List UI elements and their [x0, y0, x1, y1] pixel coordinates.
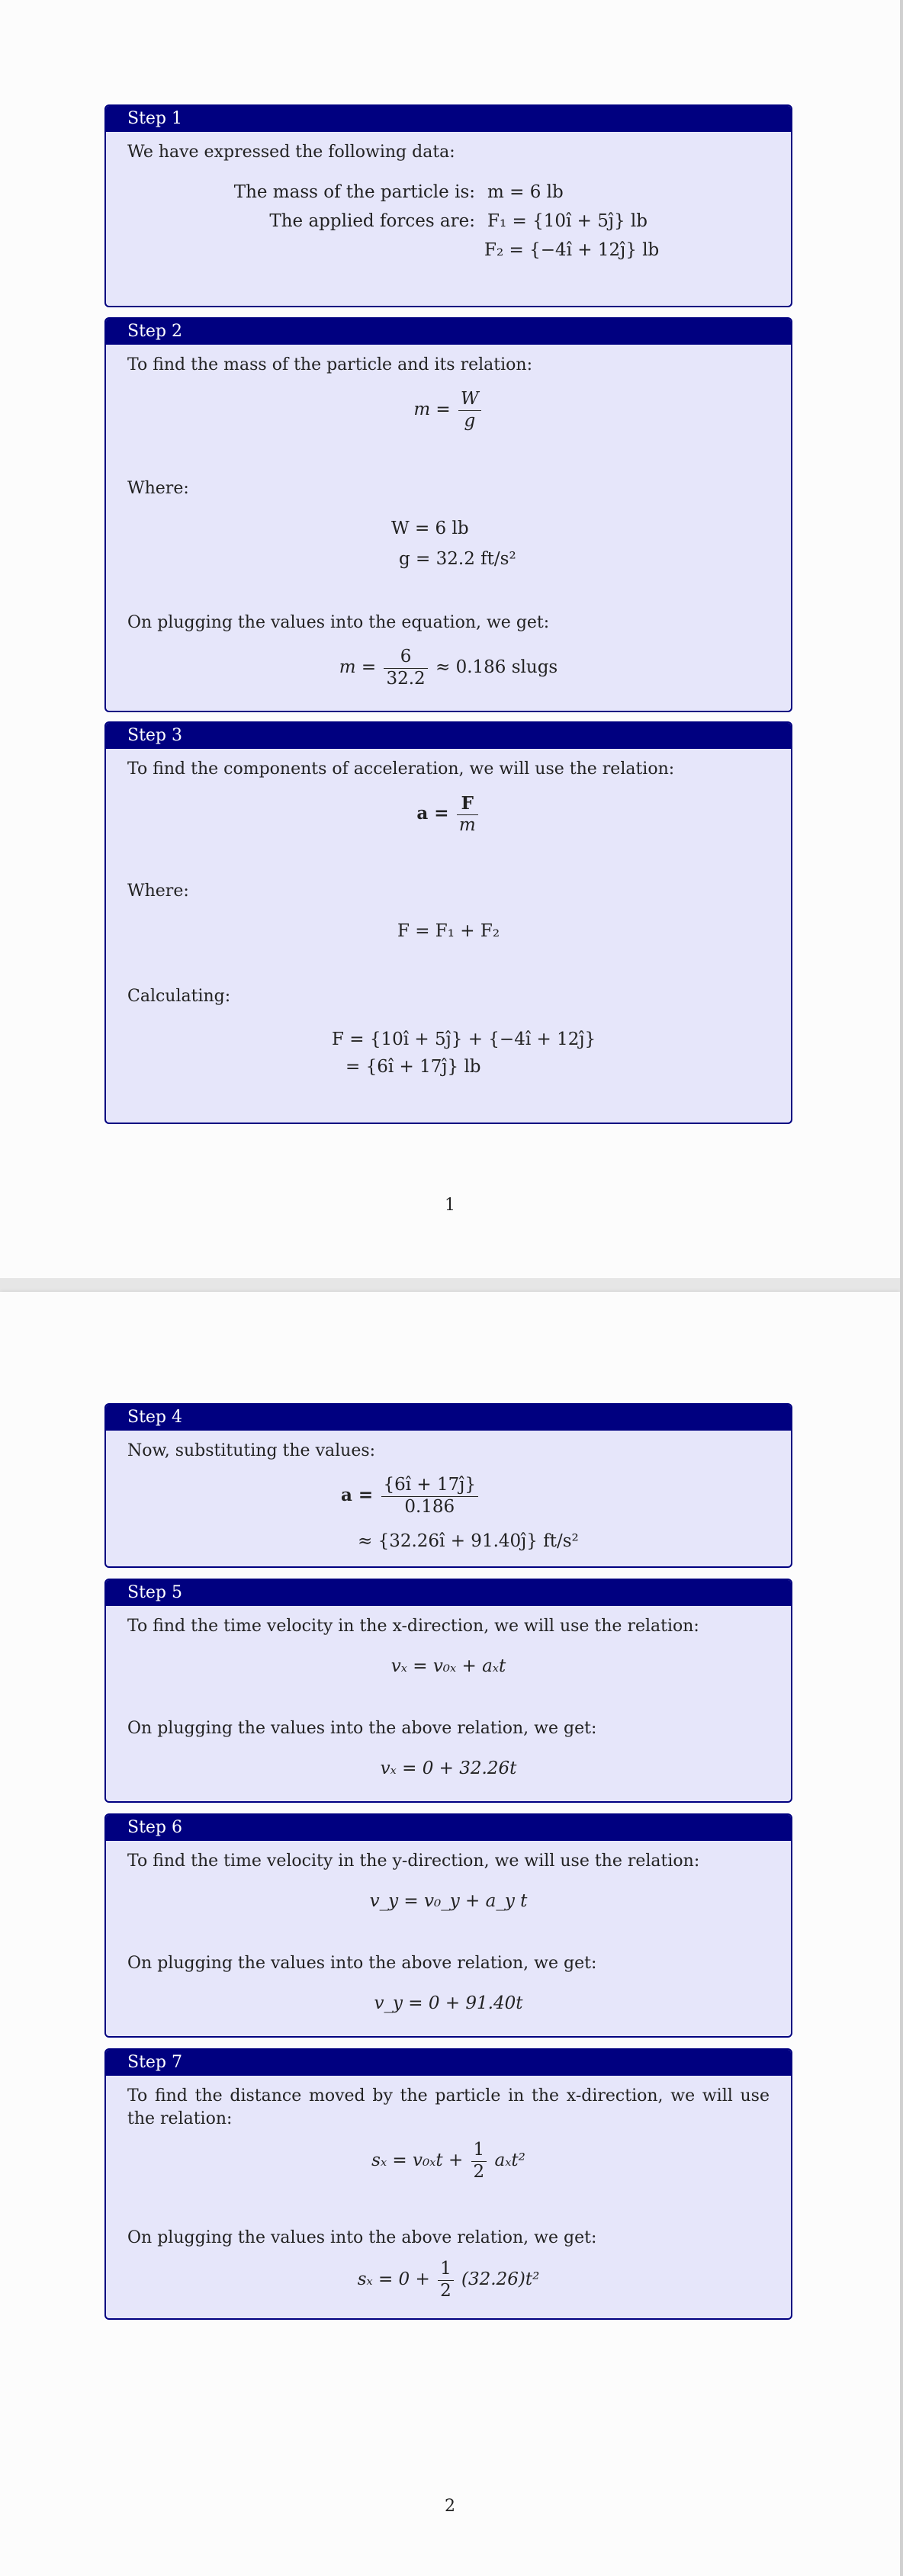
step-3-force-calc-2: = {6î + 17ĵ} lb	[345, 1057, 481, 1077]
step-7-title: Step 7	[106, 2050, 791, 2076]
distance-relation-lhs: sₓ = v₀ₓt +	[371, 2150, 464, 2171]
distance-result-rhs: (32.26)t²	[461, 2269, 540, 2290]
mass-result-fraction	[384, 647, 427, 689]
accel-sub-den: 0.186	[404, 1496, 455, 1517]
distance-result-den: 2	[440, 2280, 452, 2301]
mass-relation-lhs: m =	[413, 400, 451, 420]
step-1-box	[104, 104, 792, 307]
step-4-accel-result: ≈ {32.26î + 91.40ĵ} ft/s²	[358, 1531, 579, 1551]
step-3-title: Step 3	[106, 723, 791, 749]
step-2-title: Step 2	[106, 319, 791, 345]
step-6-intro: To find the time velocity in the y-direction, we will use the relation:	[127, 1852, 700, 1871]
step-2-mass-result	[106, 647, 791, 689]
step-3-intro: To find the components of acceleration, we will use the relation:	[127, 760, 675, 779]
step-5-plug-text: On plugging the values into the above relation, we get:	[127, 1719, 597, 1738]
step-7-box	[104, 2048, 792, 2320]
step-1-mass-eq: m = 6 lb	[487, 182, 564, 202]
step-2-where: Where:	[127, 479, 189, 498]
step-3-accel-relation	[106, 793, 791, 836]
step-4-box	[104, 1403, 792, 1568]
mass-result-lhs: m =	[339, 657, 377, 678]
step-5-title: Step 5	[106, 1580, 791, 1606]
step-1-intro: We have expressed the following data:	[127, 143, 455, 162]
accel-relation-fraction	[457, 793, 478, 836]
mass-result-num: 6	[384, 647, 427, 669]
step-6-result: v_y = 0 + 91.40t	[374, 1993, 523, 2013]
step-7-plug-text: On plugging the values into the above relation, we get:	[127, 2228, 597, 2247]
page-number: 2	[445, 2497, 455, 2516]
distance-relation-num: 1	[471, 2140, 487, 2162]
step-1-title: Step 1	[106, 106, 791, 132]
accel-sub-num: {6î + 17ĵ}	[381, 1475, 479, 1497]
step-3-box	[104, 721, 792, 1124]
distance-result-fraction	[438, 2259, 454, 2301]
accel-sub-fraction	[381, 1475, 479, 1518]
step-2-plug-text: On plugging the values into the equation, we get:	[127, 613, 550, 632]
step-1-f1-eq: F₁ = {10î + 5ĵ} lb	[487, 211, 648, 231]
step-7-relation	[106, 2140, 791, 2183]
step-2-gravity-eq: g = 32.2 ft/s²	[399, 549, 516, 569]
step-2-weight-eq: W = 6 lb	[391, 519, 469, 538]
step-4-intro: Now, substituting the values:	[127, 1441, 376, 1460]
step-5-intro: To find the time velocity in the x-direction, we will use the relation:	[127, 1617, 699, 1636]
step-6-box	[104, 1813, 792, 2038]
step-4-accel-sub	[341, 1475, 480, 1518]
step-6-relation: v_y = v₀_y + a_y t	[369, 1891, 528, 1911]
step-3-force-calc-1: F = {10î + 5ĵ} + {−4î + 12ĵ}	[332, 1029, 596, 1049]
page-gap	[0, 1278, 903, 1292]
step-5-result: vₓ = 0 + 32.26t	[380, 1759, 517, 1778]
step-7-intro: To find the distance moved by the particle in the x-direction, we will use the relation:	[127, 2086, 770, 2128]
step-2-intro: To find the mass of the particle and its relation:	[127, 355, 532, 374]
mass-relation-num: W	[458, 389, 481, 411]
accel-relation-num: F	[457, 793, 478, 815]
step-4-title: Step 4	[106, 1405, 791, 1431]
mass-relation-fraction	[458, 389, 481, 432]
step-6-title: Step 6	[106, 1815, 791, 1841]
distance-relation-rhs: aₓt²	[494, 2150, 525, 2171]
distance-relation-fraction	[471, 2140, 487, 2183]
step-3-calculating: Calculating:	[127, 987, 231, 1006]
accel-relation-den: m	[458, 814, 476, 835]
step-5-box	[104, 1579, 792, 1803]
mass-result-rhs: ≈ 0.186 slugs	[435, 657, 558, 678]
step-1-f2-eq: F₂ = {−4î + 12ĵ} lb	[484, 240, 660, 260]
step-5-relation: vₓ = v₀ₓ + aₓt	[390, 1656, 506, 1676]
step-2-mass-relation	[106, 389, 791, 432]
accel-sub-lhs: a =	[341, 1485, 374, 1506]
page-1	[0, 0, 900, 1278]
step-3-force-sum-eq: F = F₁ + F₂	[397, 921, 500, 941]
scrollbar[interactable]	[900, 0, 903, 2576]
distance-result-num: 1	[438, 2259, 454, 2281]
accel-relation-lhs: a =	[416, 803, 449, 824]
page-2	[0, 1292, 900, 2576]
distance-relation-den: 2	[473, 2161, 485, 2182]
step-1-mass-label: The mass of the particle is:	[233, 182, 475, 202]
page-number: 1	[445, 1196, 455, 1215]
step-6-plug-text: On plugging the values into the above relation, we get:	[127, 1954, 597, 1973]
distance-result-lhs: sₓ = 0 +	[357, 2269, 430, 2290]
step-3-where: Where:	[127, 882, 189, 901]
step-7-result	[106, 2259, 791, 2301]
mass-result-den: 32.2	[386, 668, 426, 689]
mass-relation-den: g	[464, 410, 476, 431]
step-2-box	[104, 317, 792, 712]
step-1-forces-label: The applied forces are:	[269, 211, 475, 231]
